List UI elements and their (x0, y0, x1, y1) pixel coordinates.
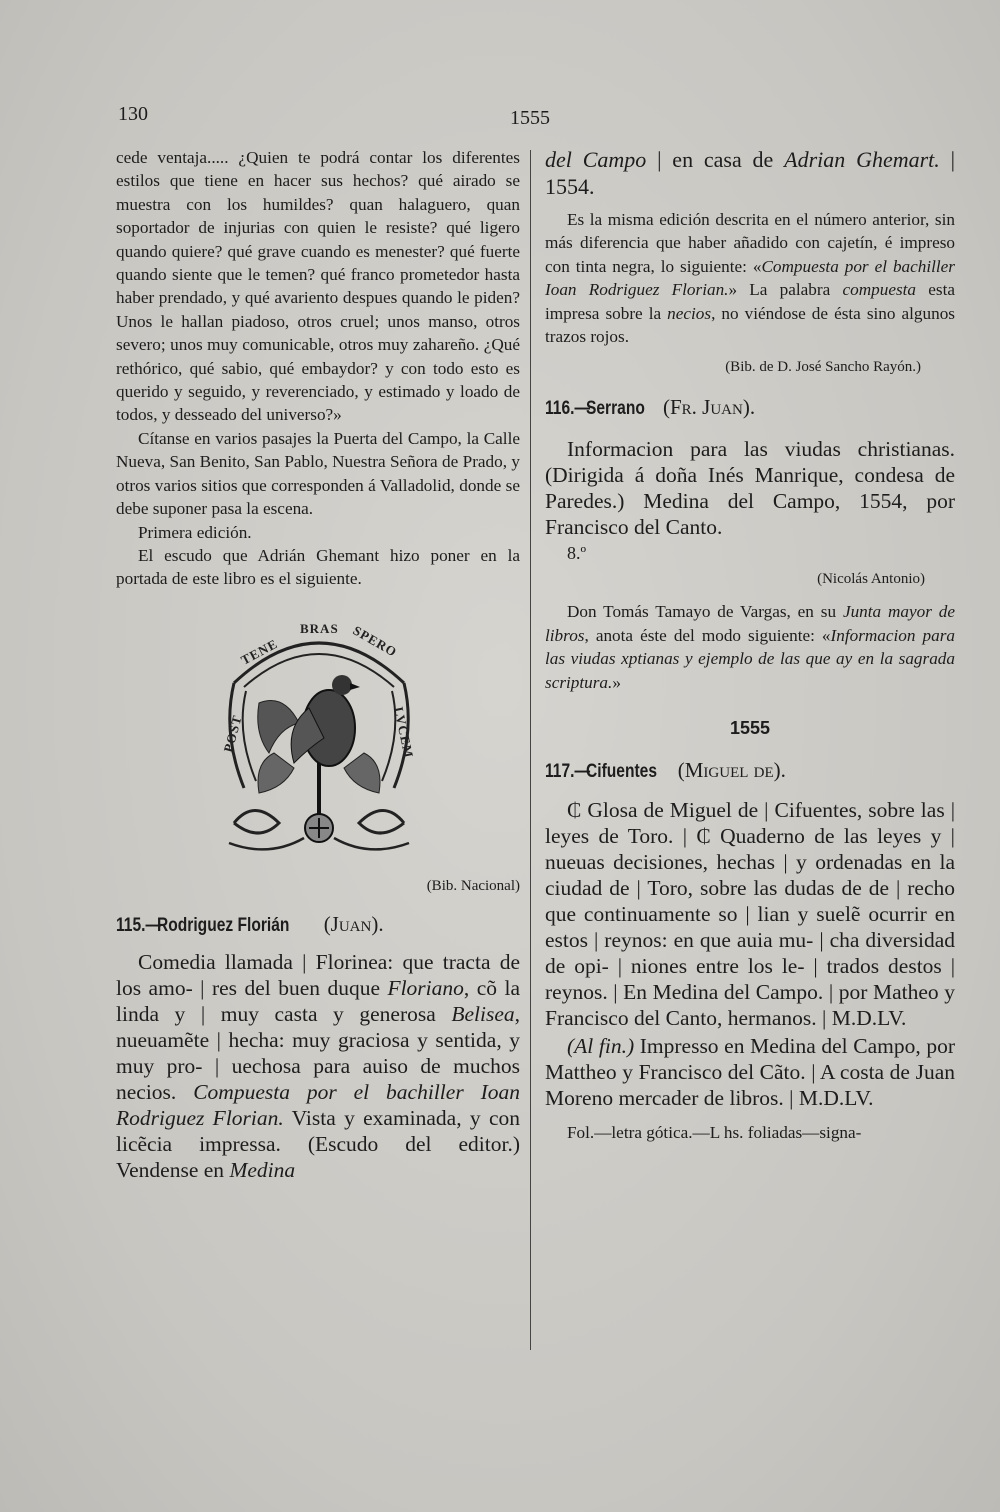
continuation-text-2: | 1554. (545, 147, 955, 199)
entry-115-number: 115.— (116, 914, 162, 936)
entry-117-al-fin: (Al fin.) (567, 1034, 635, 1059)
entry-116-format: 8.º (567, 543, 587, 564)
entry-115-text-3: , nueuamẽte | hecha: muy graciosa y sentida, y muy pro- | uechosa para auiso de muchos necios. (116, 1001, 520, 1104)
same-edition-source: (Bib. de D. José Sancho Rayón.) (725, 359, 921, 376)
entry-116-text: Informacion para las viudas christianas. (Dirigida á doña Inés Manrique, condesa de Paredes.) Medina del Campo, 1554, por Francisco del Canto. (545, 437, 955, 540)
entry-116-note (545, 600, 955, 694)
entry-115-heading (116, 911, 520, 939)
right-column (545, 146, 955, 1144)
shield-paragraph: El escudo que Adrián Ghemant hizo poner en la portada de este libro es el siguiente. (116, 545, 520, 589)
entry-116-heading (545, 394, 955, 422)
same-edition-italic-2: compuesta (842, 280, 917, 300)
same-edition-text-3: esta impresa sobre la (545, 280, 955, 323)
first-edition-note: Primera edición. (138, 522, 252, 542)
entry-117-colophon (545, 1033, 955, 1111)
year-heading-1555: 1555 (729, 718, 771, 739)
same-edition-text-2: » La palabra (728, 280, 843, 300)
entry-117-colophon-text: Impresso en Medina del Campo, por Mattheo y Francisco del Cãto. | A costa de Juan Moreno mercader de libros. | M.D.LV. (545, 1034, 956, 1111)
entry-115-given: (Juan). (323, 911, 384, 936)
entry-115-belisea: Belisea (451, 1001, 515, 1026)
entry-116-note-text-3: » (612, 672, 621, 692)
continuation-text-1: | en casa de (646, 147, 785, 172)
printer-device-image (214, 613, 424, 863)
entry-116-note-text-1: Don Tomás Tamayo de Vargas, en su (567, 602, 843, 622)
entry-116-number: 116.— (545, 398, 591, 420)
entry-116-note-text-2: , anota éste del modo siguiente: « (584, 625, 831, 645)
motto-tene: TENE (238, 635, 281, 668)
entry-116-junta: Junta mayor de libros (545, 602, 956, 645)
entry-115-medina: Medina (229, 1157, 296, 1182)
motto-bras: BRAS (300, 620, 339, 636)
continuation-adrian: Adrian Ghemart. (784, 147, 940, 172)
quote-paragraph: cede ventaja..... ¿Quien te podrá contar los diferentes estilos que tiene en hacer sus hechos? qué airado se muestra con los humildes? quan halaguero, quan soportador de injurias con quien le resiste? qué ligero quando quiere? qué grave cuando es menester? qué fuerte quando siente que le temen? qué franco prometedor hasta haber prendado, y qué avariento despues quando le piden? Unos le hallan piadoso, otros cruel; unos manso, otros severo; unos muy comunicable, otros muy zahareño. ¿Qué rethórico, qué sabio, qué embaydor? y con todo esto es querido y seguido, y reverenciado, y estimado y loado de todos, y desseado del universo?» (116, 148, 520, 425)
entry-115-floriano: Floriano (387, 975, 464, 1000)
motto-post: POST (220, 712, 245, 754)
entry-116-given: (Fr. Juan). (663, 395, 756, 420)
entry-116-name: Serrano (585, 398, 645, 420)
printer-emblem (116, 613, 520, 863)
entry-117-text: ₵ Glosa de Miguel de | Cifuentes, sobre las | leyes de Toro. | ₵ Quaderno de las leyes y | nueuas decisiones, hechas | y ordenadas en la ciudad de | Toro, sobre las dudas de de | recho que continuamente so | lian y suelẽ ocurrir en estos | reynos: en que auia mu- | cha diversidad de opi- | niones entre los le- | trados destos | reynos. | En Medina del Campo. | por Matheo y Francisco del Canto, hermanos. | M.D.LV. (545, 798, 955, 1031)
left-column (116, 146, 520, 1183)
column-divider (530, 150, 531, 1350)
page-number: 130 (118, 103, 148, 125)
entry-115-continuation (545, 146, 955, 200)
same-edition-text-1: Es la misma edición descrita en el número anterior, sin más diferencia que haber añadido con cajetín, é impreso con tinta negra, lo siguiente: « (545, 210, 955, 276)
motto-spero: SPERO (350, 622, 400, 660)
entry-115-text-2: , cõ la linda y | muy casta y generosa (116, 975, 520, 1026)
same-edition-italic-3: necios (667, 303, 712, 323)
entry-117-heading (545, 757, 955, 785)
entry-115-text-1: Comedia llamada | Florinea: que tracta de los amo- | res del buen duque (116, 949, 520, 1000)
entry-115-text-4: Vista y examinada, y con licẽcia impressa. (Escudo del editor.) Vendense en (116, 1105, 520, 1182)
same-edition-italic-1: Compuesta por el bachiller Ioan Rodriguez Florian. (545, 256, 955, 300)
entry-115-text (116, 949, 520, 1183)
same-edition-paragraph (545, 208, 955, 348)
entry-116-source: (Nicolás Antonio) (817, 571, 925, 588)
entry-116-informacion-quote: Informacion para las viudas xptianas y ejemplo de las que ay en la sagrada scriptura. (545, 625, 955, 692)
entry-117-given: (Miguel de). (677, 758, 786, 783)
entry-117-number: 117.— (545, 761, 591, 783)
emblem-source: (Bib. Nacional) (426, 877, 520, 894)
entry-115-compuesta: Compuesta por el bachiller Ioan Rodriguez Florian. (116, 1079, 520, 1130)
continuation-del-campo: del Campo (545, 147, 647, 172)
same-edition-text-4: , no viéndose de ésta sino algunos trazos rojos. (545, 303, 955, 347)
running-header-year: 1555 (510, 107, 550, 129)
entry-117-description: Fol.—letra gótica.—L hs. foliadas—signa- (567, 1123, 862, 1143)
motto-lucem: LVCEM (391, 705, 417, 760)
entry-115-name: Rodriguez Florián (156, 914, 290, 936)
places-paragraph: Cítanse en varios pasajes la Puerta del Campo, la Calle Nueva, San Benito, San Pablo, Nuestra Señora de Prado, y otros varios sitios que corresponden á Valladolid, donde se debe suponer pasa la escena. (116, 428, 520, 519)
entry-117-name: Cifuentes (585, 761, 657, 783)
